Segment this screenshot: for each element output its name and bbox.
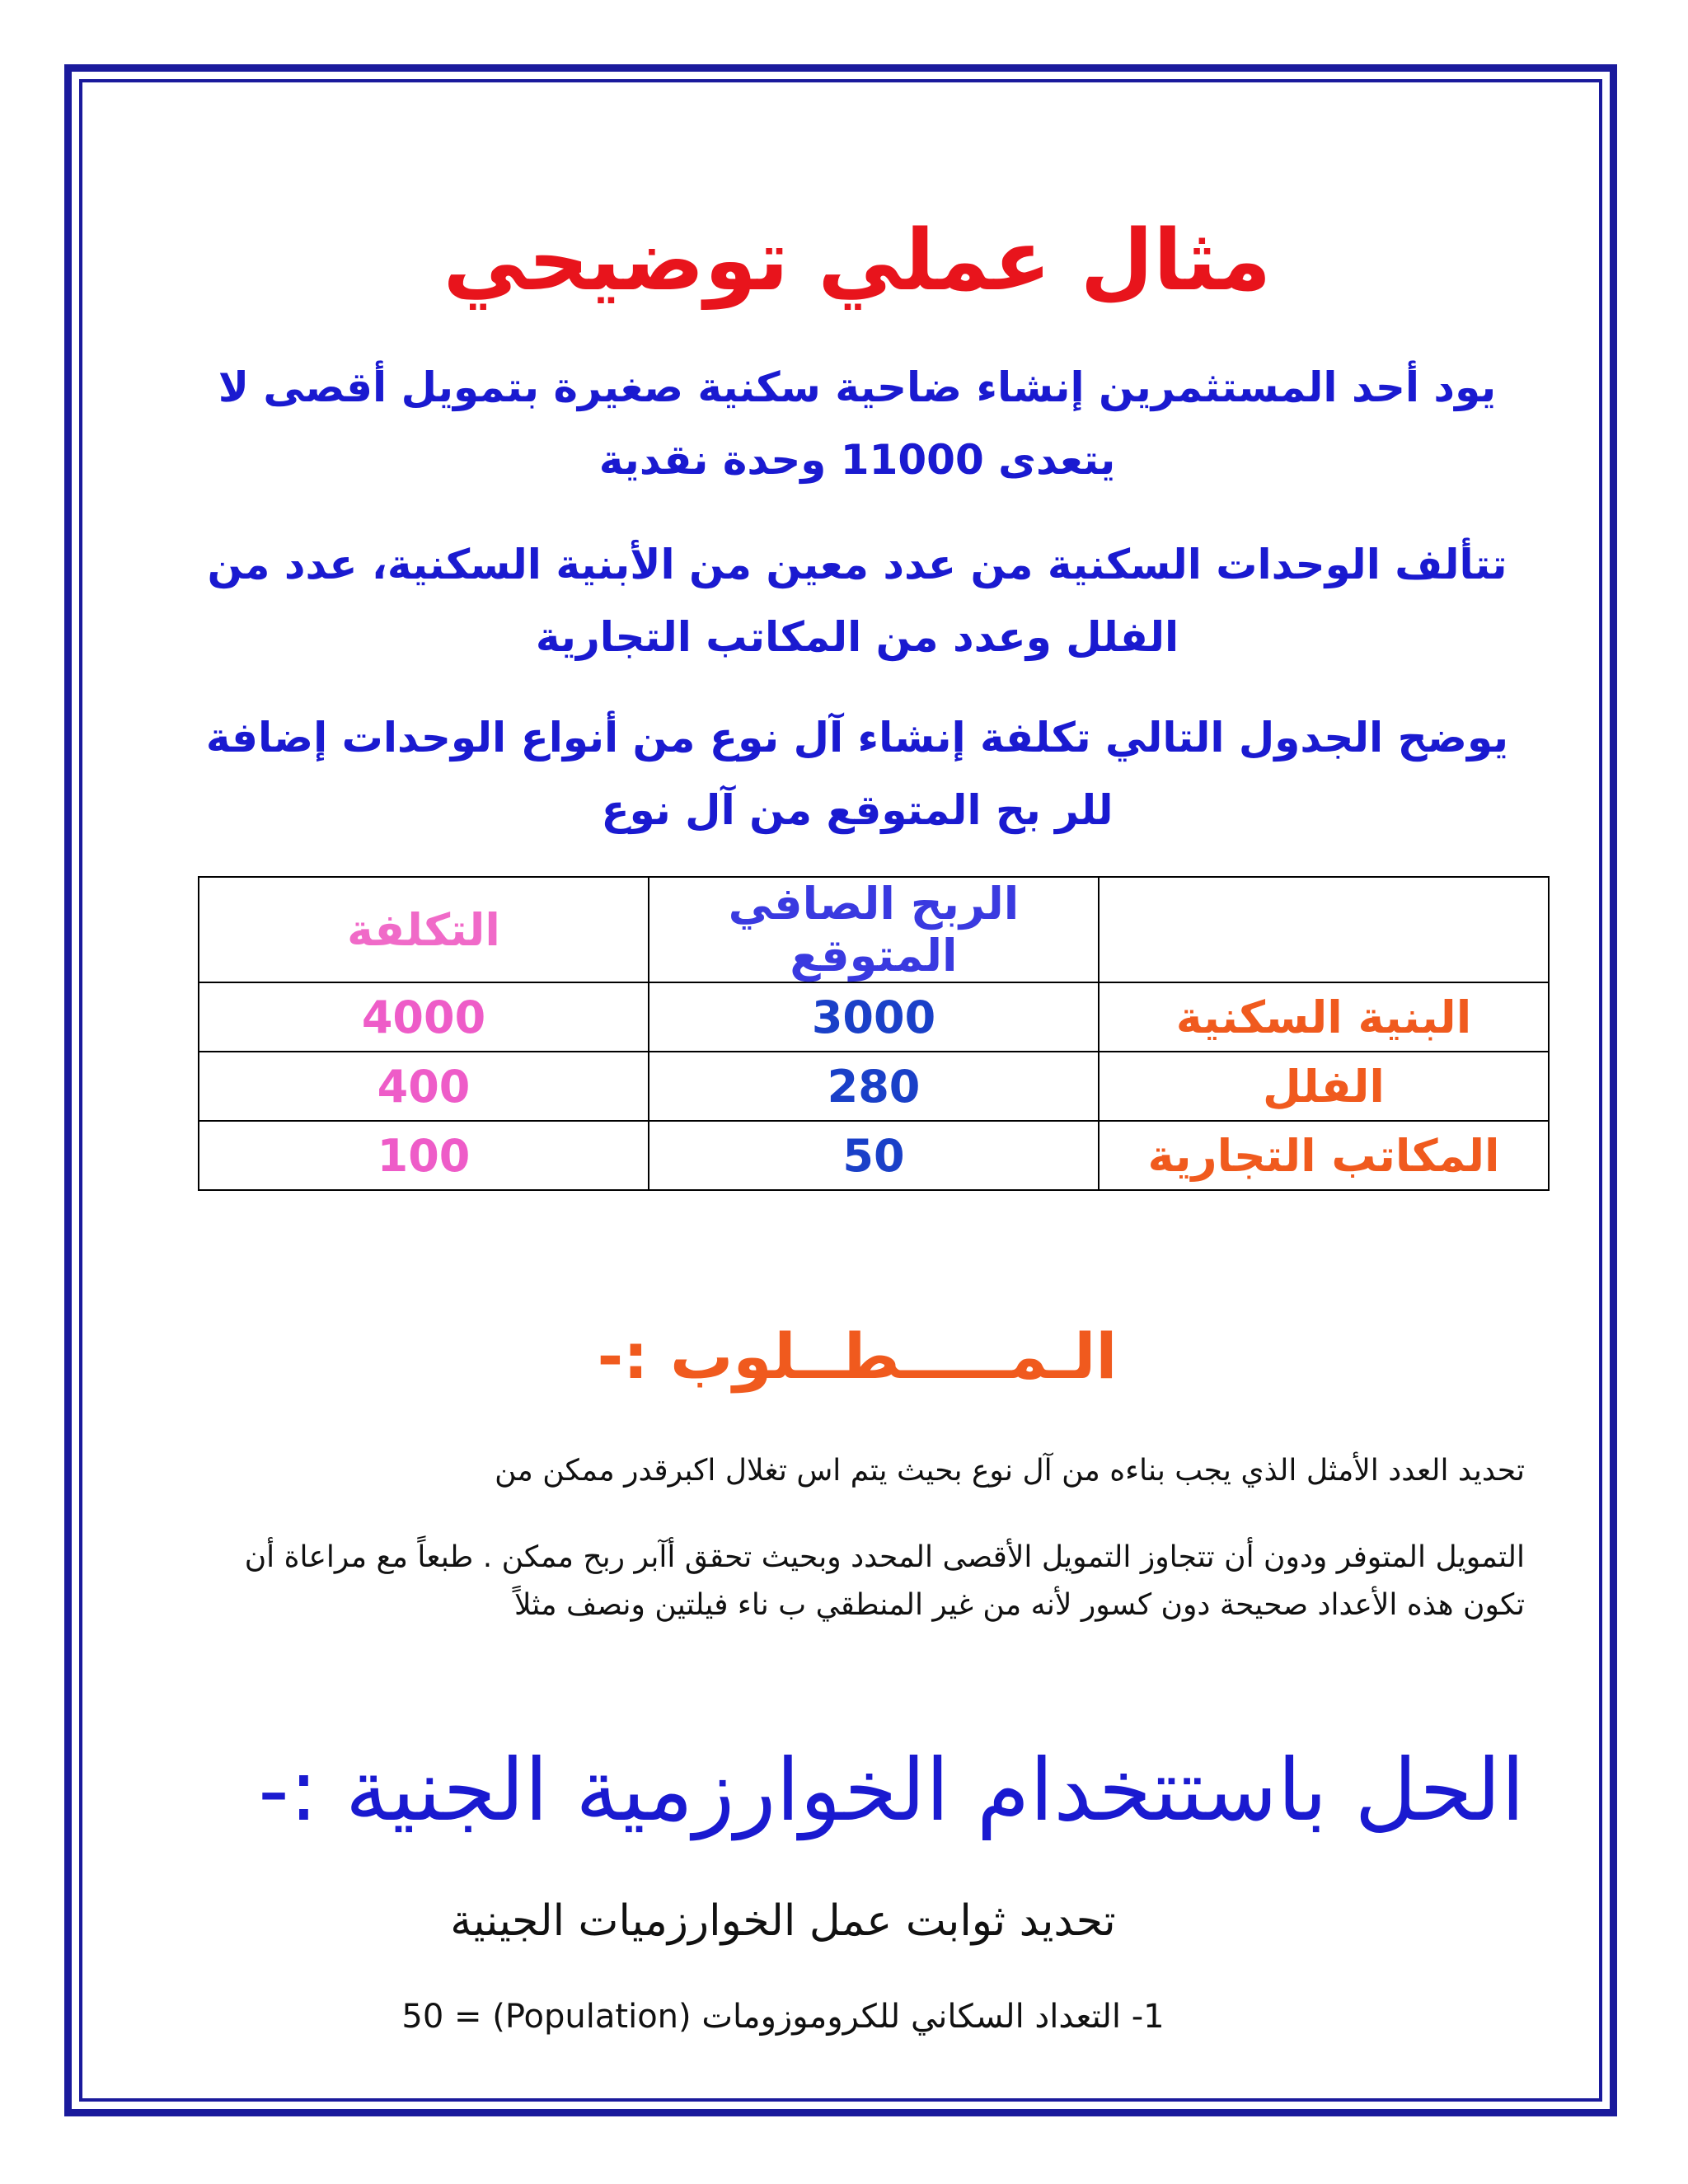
table-row (199, 1121, 1549, 1190)
header-label (1099, 877, 1549, 982)
row-cost: 4000 (199, 982, 649, 1052)
table-row (199, 1052, 1549, 1121)
row-profit: 50 (649, 1121, 1099, 1190)
cost-profit-table (198, 876, 1550, 1191)
row-cost: 400 (199, 1052, 649, 1121)
row-cost: 100 (199, 1121, 649, 1190)
row-label: المكاتب التجارية (1099, 1121, 1549, 1190)
required-heading: الـمـــــطــلوب :- (597, 1319, 1118, 1393)
header-cost: التكلفة (199, 877, 649, 982)
population-line: 1- التعداد السكاني للكروموزومات (Population) = 50 (401, 1998, 1165, 2036)
row-label: البنية السكنية (1099, 982, 1549, 1052)
intro-paragraph-1: يود أحد المستثمرين إنشاء ضاحية سكنية صغيرة بتمويل أقصى لا يتعدى 11000 وحدة نقدية (218, 363, 1497, 484)
header-profit: الربح الصافي المتوقع (649, 877, 1099, 982)
solution-heading: الحل باستتخدام الخوارزمية الجنية :- (258, 1740, 1525, 1840)
row-profit: 280 (649, 1052, 1099, 1121)
intro-paragraph-2: تتألف الوحدات السكنية من عدد معين من الأبنية السكنية، عدد من الفلل وعدد من المكاتب التجارية (207, 541, 1507, 661)
page-title: مثال عملي توضيحي (443, 212, 1272, 310)
requirement-line-1: تحديد العدد الأمثل الذي يجب بناءه من آل نوع بحيث يتم اس تغلال اكبرقدر ممكن من (495, 1454, 1525, 1488)
constants-heading: تحديد ثوابت عمل الخوارزميات الجينية (450, 1896, 1116, 1946)
table-row (199, 982, 1549, 1052)
intro-paragraph-3: يوضح الجدول التالي تكلفة إنشاء آل نوع من أنواع الوحدات إضافة للر بح المتوقع من آل نوع (205, 714, 1509, 834)
table-header-row (199, 877, 1549, 982)
row-label: الفلل (1099, 1052, 1549, 1121)
requirement-line-2: التمويل المتوفر ودون أن تتجاوز التمويل الأقصى المحدد وبحيث تحقق أآبر ربح ممكن . طبعاً مع مراعاة أن تكون هذه الأعداد صحيحة دون كسور لأنه من غير المنطقي ب ناء فيلتين ونصف مثلاً (244, 1540, 1525, 1622)
row-profit: 3000 (649, 982, 1099, 1052)
